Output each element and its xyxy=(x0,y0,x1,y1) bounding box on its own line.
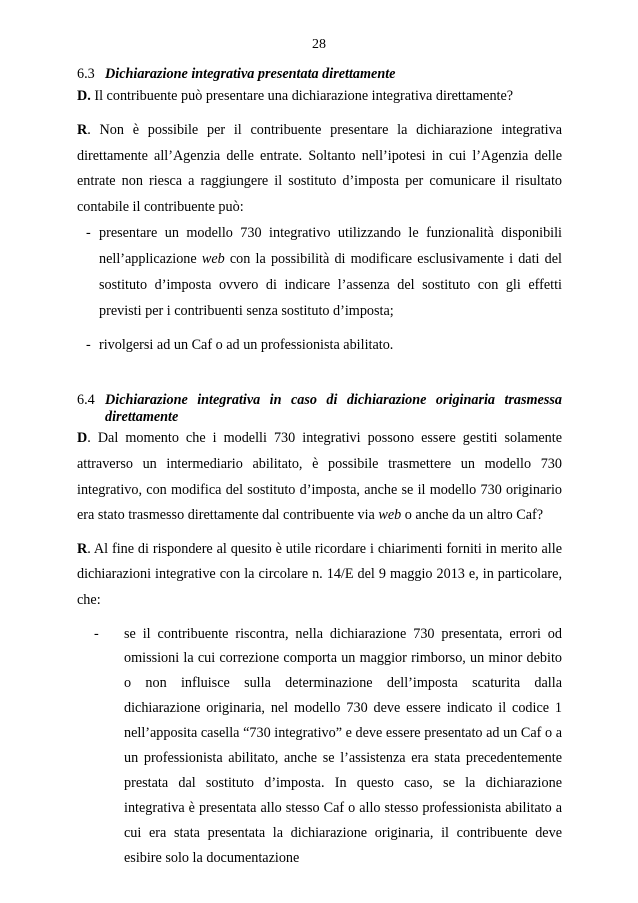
question-label: D. xyxy=(77,88,91,104)
list-item-text: se il contribuente riscontra, nella dichiarazione 730 presentata, errori od omissioni la cui correzione comporta un maggior rimborso, un minor debito o non influisce sulla determinazione dell’imposta scaturita dalla dichiarazione originaria, nel modello 730 deve essere indicato il codice 1 nell’apposita casella “730 integrativo” e deve essere presentato ad un Caf o a un professionista abilitato, anche se l’assistenza era stata precedentemente prestata dal sostituto d’imposta. In questo caso, se la dichiarazione integrativa è presentata allo stesso Caf o allo stesso professionista abilitato a cui era stata presentata la dichiarazione originaria, il contribuente deve esibire solo la documentazione xyxy=(124,625,562,866)
list-dash: - xyxy=(86,225,91,242)
list-item-text-continued: con la possibilità di modificare esclusivamente i dati del sostituto d’imposta ovvero di indicare l’assenza del sostituto con gli effetti previsti per i contribuenti senza sostituto d’imposta; xyxy=(99,251,562,320)
answer-label: R xyxy=(77,540,88,557)
question-text: Il contribuente può presentare una dichiarazione integrativa direttamente? xyxy=(90,88,514,104)
section-heading-6-4 xyxy=(77,392,562,426)
list-item xyxy=(77,332,562,358)
question-6-3 xyxy=(77,83,562,110)
section-number: 6.3 xyxy=(77,66,95,82)
list-item-text: presentare un modello 730 integrativo utilizzando le funzionalità disponibili nell’applicazione xyxy=(99,225,562,268)
question-label: D xyxy=(77,430,88,447)
question-text: . Dal momento che i modelli 730 integrativi possono essere gestiti solamente attraverso un intermediario abilitato, è possibile trasmettere un modello 730 integrativo, con modifica del sostituto d’imposta, anche se il modello 730 originario era stato trasmesso direttamente dal contribuente via xyxy=(77,430,562,524)
answer-text: . Non è possibile per il contribuente presentare la dichiarazione integrativa direttamente all’Agenzia delle entrate. Soltanto nell’ipotesi in cui l’Agenzia delle entrate non riesca a raggiungere il sostituto d’imposta per comunicare il risultato contabile il contribuente può: xyxy=(77,122,562,215)
answer-6-4 xyxy=(77,537,562,614)
section-number: 6.4 xyxy=(77,392,95,409)
list-item-emphasis: web xyxy=(201,251,225,268)
answer-text: . Al fine di rispondere al quesito è utile ricordare i chiarimenti forniti in merito alle dichiarazioni integrative con la circolare n. 14/E del 9 maggio 2013 e, in particolare, che: xyxy=(77,540,562,608)
list-dash: - xyxy=(86,337,91,354)
list-dash: - xyxy=(94,625,99,642)
list-item xyxy=(94,622,562,871)
answer-label: R xyxy=(77,122,88,138)
section-heading-6-3 xyxy=(77,66,562,83)
page-number: 28 xyxy=(312,37,326,52)
question-6-4 xyxy=(77,426,562,528)
list-item xyxy=(77,220,562,324)
question-emphasis: web xyxy=(378,507,402,524)
answer-list-6-3 xyxy=(77,220,562,358)
section-title: Dichiarazione integrativa presentata direttamente xyxy=(105,66,396,82)
answer-6-3 xyxy=(77,118,562,220)
question-text-continued: o anche da un altro Caf? xyxy=(401,507,544,524)
list-item-text: rivolgersi ad un Caf o ad un professionista abilitato. xyxy=(99,337,394,354)
page-content xyxy=(77,66,562,871)
answer-list-6-4 xyxy=(77,622,562,871)
section-title: Dichiarazione integrativa in caso di dichiarazione originaria trasmessa direttamente xyxy=(105,392,562,426)
